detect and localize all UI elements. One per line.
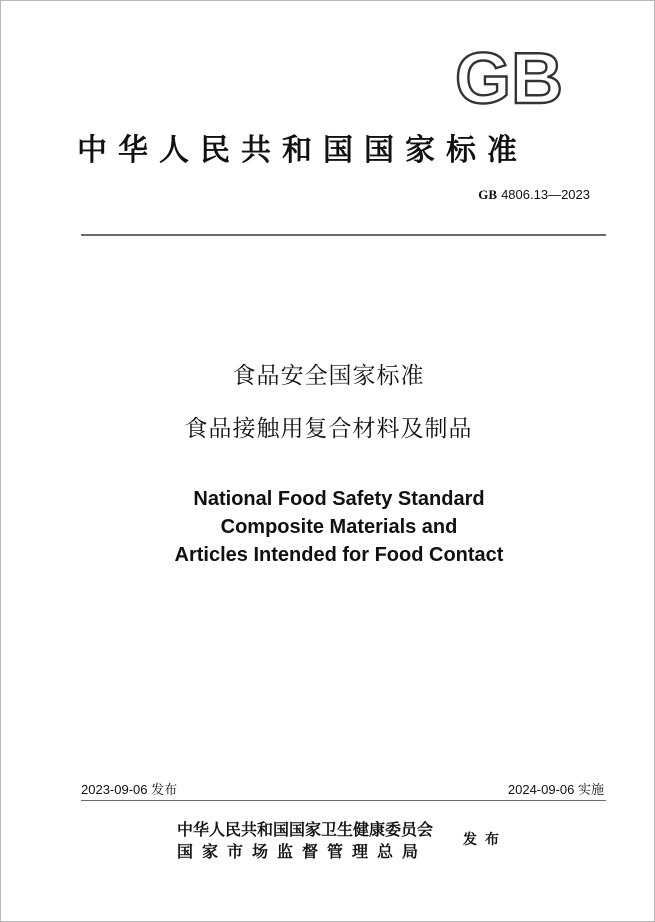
issue-date: 2023-09-06 发布 xyxy=(81,782,178,797)
standard-number xyxy=(478,187,590,203)
issuing-authorities xyxy=(177,819,433,863)
issuer-health-commission: 中华人民共和国国家卫生健康委员会 xyxy=(177,820,434,839)
title-en xyxy=(1,485,655,569)
standard-code: 4806.13—2023 xyxy=(501,187,590,202)
national-standard-heading: 中华人民共和国国家标准 xyxy=(77,133,528,168)
title-en-line3: Articles Intended for Food Contact xyxy=(174,544,504,566)
title-cn-line2: 食品接触用复合材料及制品 xyxy=(184,416,473,442)
issuer-market-regulation: 国家市场监督管理总局 xyxy=(177,842,428,861)
title-en-line1: National Food Safety Standard xyxy=(193,488,485,510)
implementation-date: 2024-09-06 实施 xyxy=(507,782,604,797)
standard-prefix: GB xyxy=(478,187,498,202)
gb-logo-text: GB xyxy=(455,41,563,113)
gb-logo xyxy=(445,41,573,113)
header-rule xyxy=(81,234,606,236)
footer-rule xyxy=(81,800,606,801)
title-cn-line1: 食品安全国家标准 xyxy=(232,363,425,389)
publish-label: 发布 xyxy=(463,832,507,848)
title-en-line2: Composite Materials and xyxy=(220,516,458,538)
